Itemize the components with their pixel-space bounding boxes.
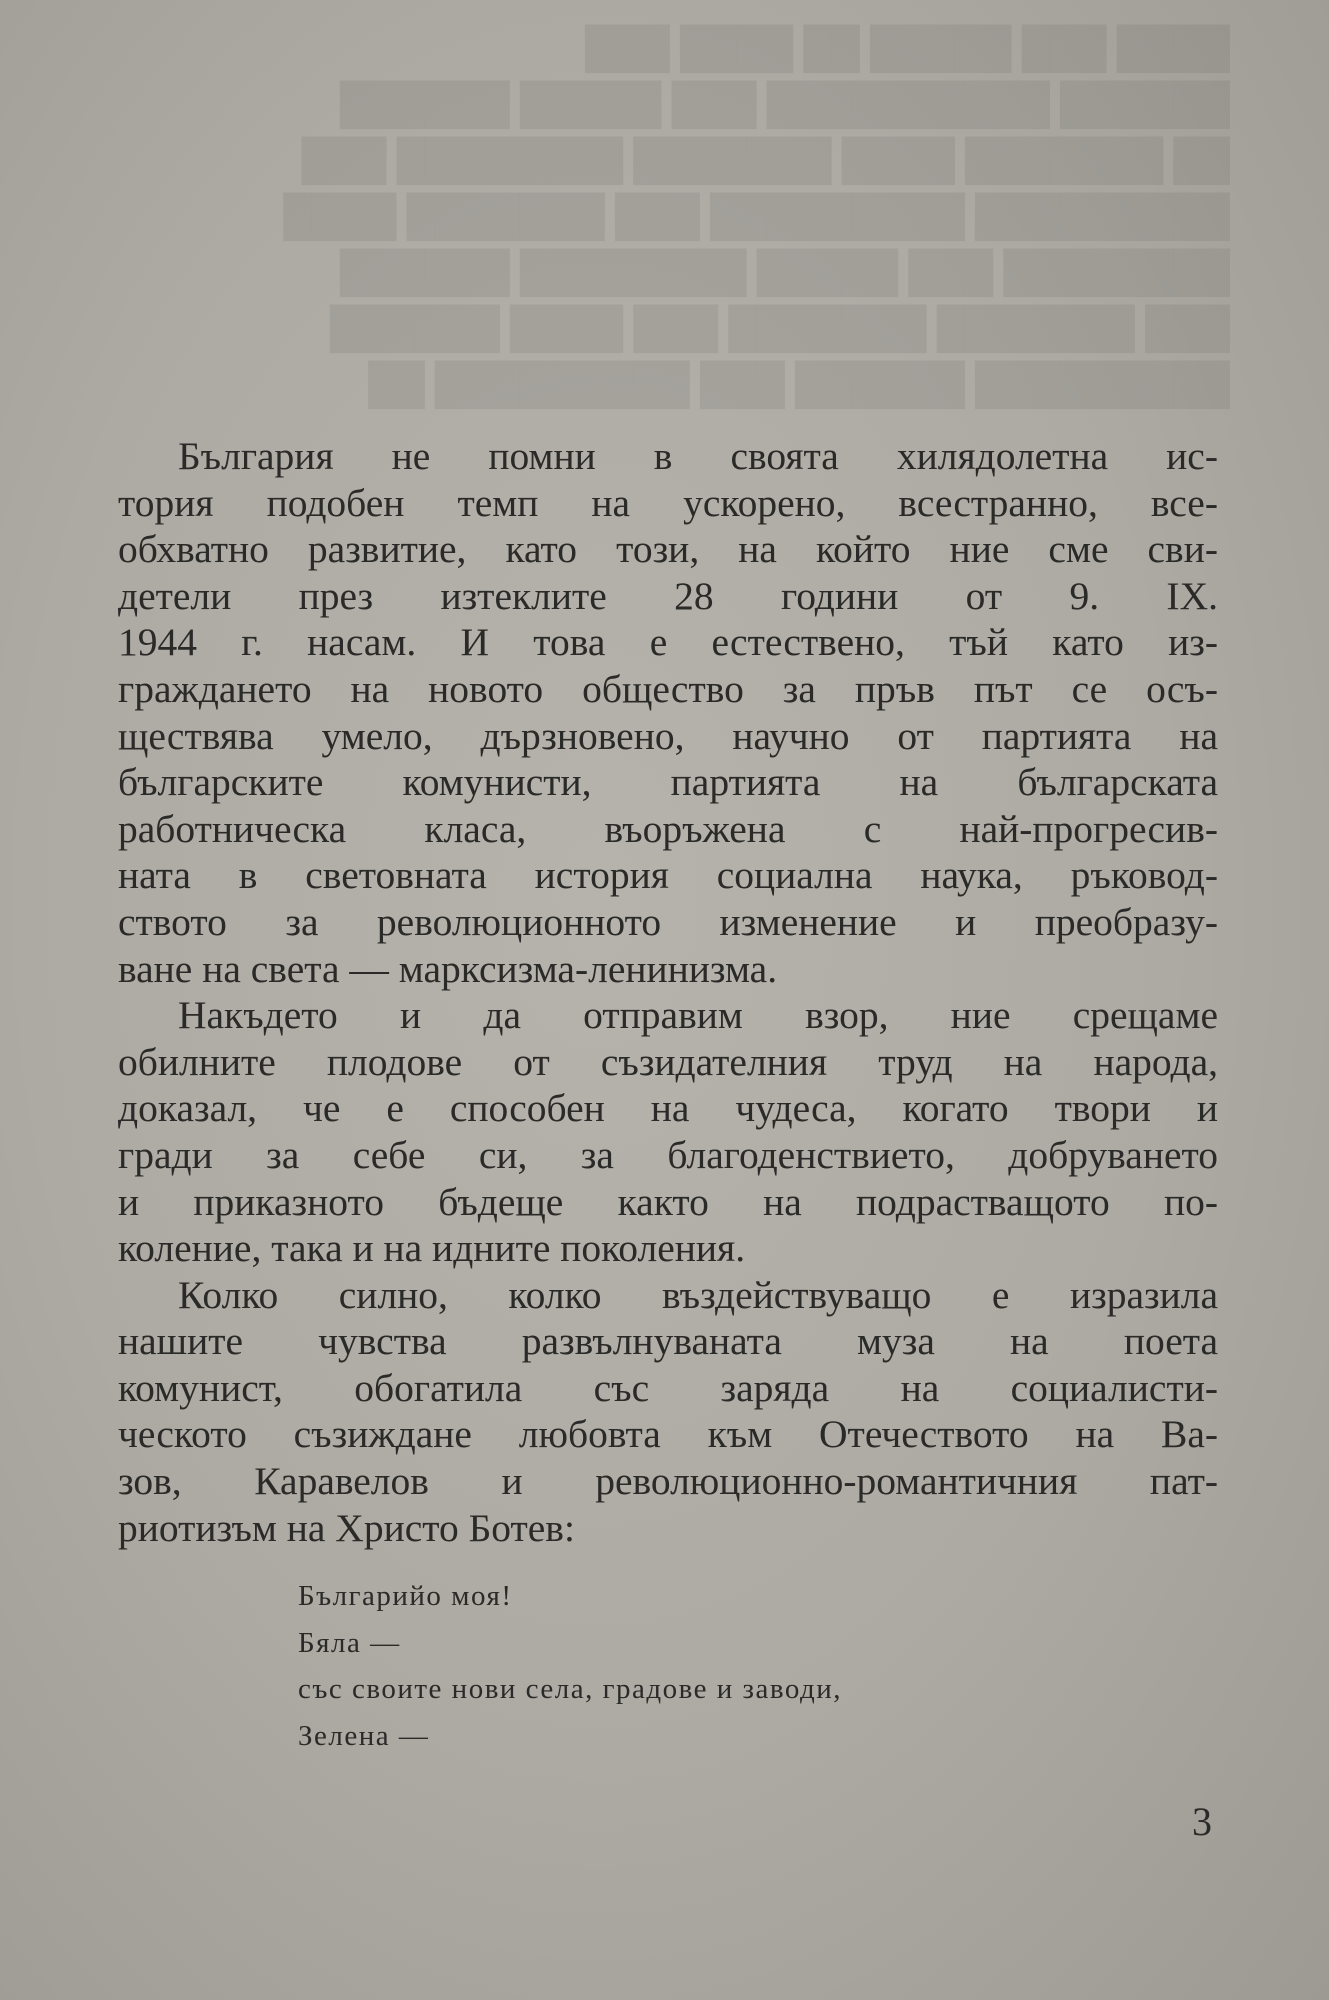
text-line: Колко силно, колко въздействуващо е изразила	[178, 1272, 1218, 1317]
text-line: детели през изтеклите 28 години от 9. IX.	[118, 573, 1218, 618]
text-line: граждането на новото общество за пръв път се осъ-	[118, 666, 1218, 711]
text-line: българските комунисти, партията на българската	[118, 760, 1218, 805]
poem-quote	[298, 1573, 842, 1759]
paragraph-3	[118, 1272, 1218, 1552]
text-line: гради за себе си, за благоденствието, добруването	[118, 1132, 1218, 1177]
paragraph-2	[118, 992, 1218, 1272]
text-line: 1944 г. насам. И това е естествено, тъй като из-	[118, 620, 1218, 665]
text-line: доказал, че е способен на чудеса, когато твори и	[118, 1086, 1218, 1131]
poem-line: Бяла —	[298, 1626, 401, 1659]
poem-line: със своите нови села, градове и заводи,	[298, 1673, 843, 1705]
paragraph-1	[118, 433, 1218, 992]
text-line: ната в световната история социална наука, ръковод-	[118, 853, 1218, 898]
page-number: 3	[1192, 1799, 1212, 1844]
text-line: и приказното бъдеще както на подрастващото по-	[118, 1179, 1218, 1224]
text-line: Накъдето и да отправим взор, ние срещаме	[178, 993, 1218, 1038]
text-line: риотизъм на Христо Ботев:	[118, 1505, 575, 1550]
text-line: тория подобен темп на ускорено, всестранно, все-	[118, 480, 1218, 525]
text-line: зов, Каравелов и революционно-романтичния пат-	[118, 1459, 1218, 1504]
text-line: работническа класа, въоръжена с най-прогресив-	[118, 806, 1218, 851]
text-line: ване на света — марксизма-ленинизма.	[118, 946, 778, 991]
text-line: нашите чувства развълнуваната муза на поета	[118, 1319, 1218, 1364]
text-line: коление, така и на идните поколения.	[118, 1226, 746, 1271]
text-line: обилните плодове от съзидателния труд на народа,	[118, 1039, 1218, 1084]
bleed-through-texture: ████ ███ █████ ██ ████ ███ ██████ ██████████ ███ █████ ██████ ██ ███████ ████ ███████ ████████ ███ █████████ █████████ ███ ███████ ████ ████████ ███ █████ ████████ ██████ ███ ███████ ███████ ███ ████ ██████ █████████ ██████ ███ █████████ ██	[283, 25, 1230, 406]
poem-line: Българийо моя!	[298, 1580, 513, 1612]
body-text	[118, 433, 1218, 1551]
text-line: България не помни в своята хилядолетна ис-	[178, 434, 1218, 478]
text-line: ществява умело, дързновено, научно от партията на	[118, 713, 1218, 758]
poem-line: Зелена —	[298, 1719, 430, 1752]
text-line: ството за революционното изменение и преобразу-	[118, 899, 1218, 944]
text-line: обхватно развитие, като този, на който ние сме сви-	[118, 527, 1218, 572]
text-line: комунист, обогатила със заряда на социалисти-	[118, 1365, 1218, 1410]
text-line: ческото съзиждане любовта към Отечеството на Ва-	[118, 1412, 1218, 1457]
